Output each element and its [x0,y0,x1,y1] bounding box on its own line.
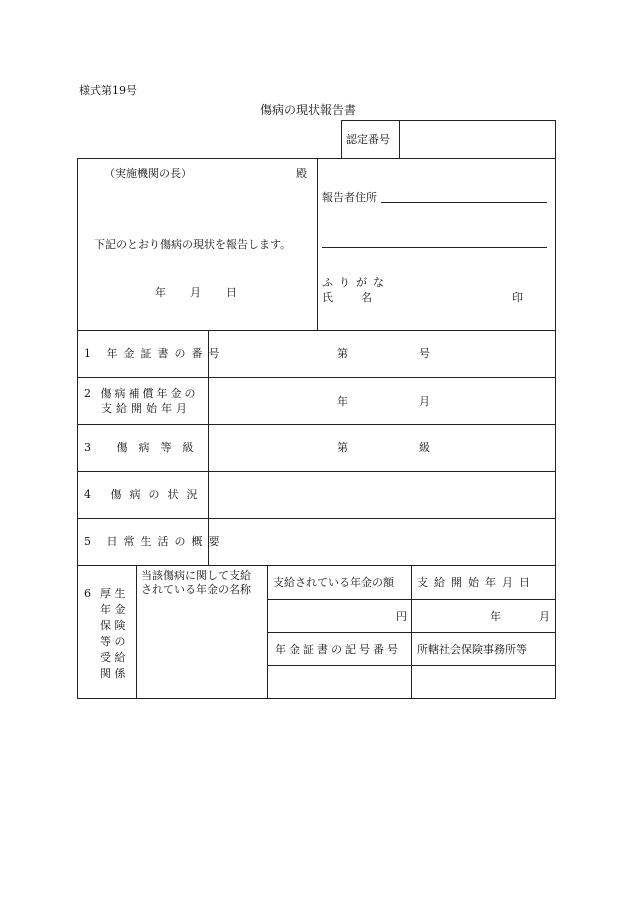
cert-code-header: 年金証書の記号番号 [275,643,401,656]
sec6-row-line-1 [267,599,556,600]
row2-unit-month: 月 [419,395,430,408]
office-header: 所轄社会保険事務所等 [417,643,527,656]
row-line-1 [77,330,556,331]
reporter-address-line-2[interactable] [322,247,547,248]
pension-amount-unit: 円 [396,610,407,623]
pension-start-year-unit: 年 [490,610,501,623]
sec6-label-line-3: 保 険 [100,619,126,632]
sec6-number: 6 [84,587,91,600]
row5-label: 5 日常生活の概要 [84,535,226,548]
cert-number-label: 認定番号 [346,133,390,146]
row3-label: 3 傷病等級 [84,441,205,454]
sec6-label-line-1: 厚 生 [100,587,126,600]
page-title: 傷病の現状報告書 [260,103,357,117]
row1-unit-dai: 第 [337,347,348,360]
reporter-address-line[interactable] [381,202,547,203]
form-number: 様式第19号 [79,84,137,97]
sec6-label-line-2: 年 金 [100,603,126,616]
row2-label-line2: 支給開始年月 [101,402,191,415]
furigana-label: ふりがな [322,276,390,289]
date-year-label: 年 [155,286,166,299]
cert-box-divider [399,120,400,158]
sec6-label-line-6: 関 係 [100,667,126,680]
date-day-label: 日 [226,286,237,299]
top-block-divider [317,158,318,330]
row-line-2 [77,377,556,378]
pension-amount-header: 支給されている年金の額 [273,576,394,589]
row-line-3 [77,424,556,425]
sec6-label-divider [136,565,137,698]
pension-name-header-line2: されている年金の名称 [141,583,251,596]
sec6-label-line-5: 受 給 [100,651,126,664]
table-bottom [77,698,556,699]
reporter-name-label: 氏名 [322,291,400,304]
sec6-label-line-4: 等 の [100,635,126,648]
pension-name-header-line1: 当該傷病に関して支給 [141,569,251,582]
row-line-5 [77,518,556,519]
addressee: （実施機関の長） [104,167,192,180]
cert-box-top [341,120,556,121]
sec6-row-line-3 [267,665,556,666]
cert-box-left [341,120,342,158]
table-left [77,158,78,699]
row3-unit-dai: 第 [337,441,348,454]
row4-label: 4 傷病の状況 [84,488,206,501]
reporter-address-label: 報告者住所 [322,191,377,204]
cert-box-right [555,120,556,158]
pension-start-month-unit: 月 [539,610,550,623]
date-month-label: 月 [190,286,201,299]
row3-unit-kyu: 級 [419,441,430,454]
row2-unit-year: 年 [337,395,348,408]
table-right [555,158,556,699]
row1-label: 1 年金証書の番号 [84,347,226,360]
rows-label-divider [208,330,209,565]
report-statement: 下記のとおり傷病の現状を報告します。 [94,238,292,251]
seal-mark: 印 [512,291,523,304]
honorific: 殿 [296,167,307,180]
sec6-row-line-2 [267,632,556,633]
row2-label-line1: 2 傷病補償年金の [84,387,199,400]
pension-start-header: 支給開始年月日 [417,576,536,589]
row-line-4 [77,471,556,472]
row-line-6 [77,565,556,566]
row1-unit-gou: 号 [419,347,430,360]
